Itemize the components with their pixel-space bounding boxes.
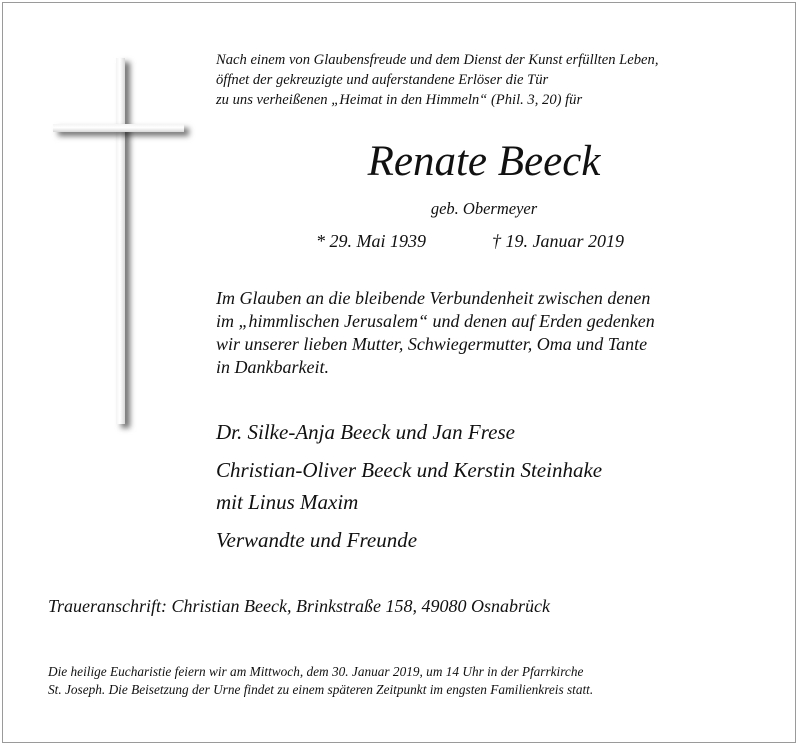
mourner-line: mit Linus Maxim — [216, 490, 359, 514]
remembrance-text — [216, 287, 786, 379]
maiden-name: geb. Obermeyer — [430, 199, 538, 218]
death-date: † 19. Januar 2019 — [492, 231, 624, 251]
birth-date: * 29. Mai 1939 — [316, 231, 426, 251]
intro-line: Nach einem von Glaubensfreude und dem Dienst der Kunst erfüllten Leben, — [216, 52, 659, 68]
service-line: Die heilige Eucharistie feiern wir am Mittwoch, dem 30. Januar 2019, um 14 Uhr in der Pfarrkirche — [48, 664, 584, 679]
deceased-name: Renate Beeck — [367, 138, 601, 185]
cross-icon-crossbar — [53, 124, 184, 132]
intro-line: zu uns verheißenen „Heimat in den Himmeln“ (Phil. 3, 20) für — [216, 92, 583, 108]
intro-text — [216, 50, 776, 110]
service-line: St. Joseph. Die Beisetzung der Urne findet zu einem späteren Zeitpunkt im engsten Familienkreis statt. — [48, 682, 594, 697]
mourner-line: Dr. Silke-Anja Beeck und Jan Frese — [216, 420, 515, 444]
service-info — [48, 663, 788, 699]
intro-line: öffnet der gekreuzigte und auferstandene Erlöser die Tür — [216, 72, 549, 88]
remembrance-line: im „himmlischen Jerusalem“ und denen auf Erden gedenken — [216, 311, 655, 331]
mourner-line: Verwandte und Freunde — [216, 528, 418, 552]
life-dates — [316, 228, 696, 254]
mourner-line: Christian-Oliver Beeck und Kerstin Steinhake — [216, 458, 603, 482]
mourning-address: Traueranschrift: Christian Beeck, Brinkstraße 158, 49080 Osnabrück — [48, 596, 550, 616]
remembrance-line: wir unserer lieben Mutter, Schwiegermutter, Oma und Tante — [216, 334, 648, 354]
remembrance-line: in Dankbarkeit. — [216, 357, 329, 377]
remembrance-line: Im Glauben an die bleibende Verbundenheit zwischen denen — [216, 288, 651, 308]
cross-icon — [116, 58, 125, 424]
